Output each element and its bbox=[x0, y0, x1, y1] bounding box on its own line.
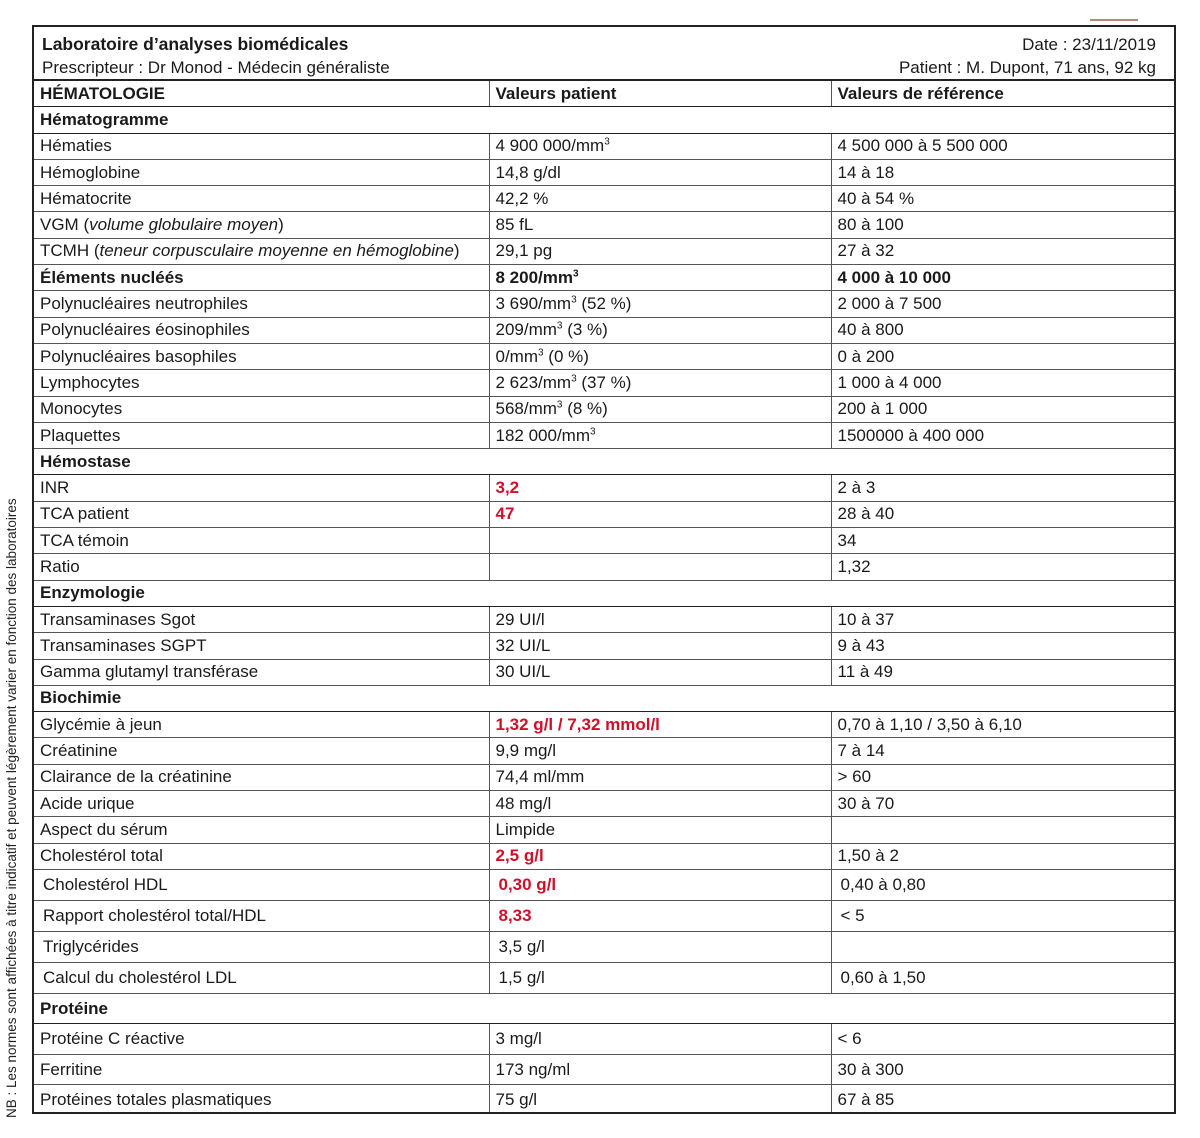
row-value: 74,4 ml/mm bbox=[489, 764, 831, 790]
row-value: 14,8 g/dl bbox=[489, 159, 831, 185]
table-row bbox=[34, 554, 1174, 580]
row-value: 1,5 g/l bbox=[489, 962, 831, 993]
row-value bbox=[489, 554, 831, 580]
results-table bbox=[34, 81, 1174, 1114]
table-row bbox=[34, 212, 1174, 238]
section-title: Hématogramme bbox=[34, 107, 1174, 133]
row-value: 3,5 g/l bbox=[489, 931, 831, 962]
row-reference: 9 à 43 bbox=[831, 633, 1174, 659]
row-reference: 40 à 800 bbox=[831, 317, 1174, 343]
row-reference: 10 à 37 bbox=[831, 606, 1174, 632]
row-reference: 0,60 à 1,50 bbox=[831, 962, 1174, 993]
row-reference: 0 à 200 bbox=[831, 343, 1174, 369]
row-reference: 67 à 85 bbox=[837, 1090, 895, 1110]
row-reference: 30 à 300 bbox=[831, 1054, 1174, 1085]
row-reference bbox=[831, 817, 1174, 843]
section-title: Hémostase bbox=[34, 449, 1174, 475]
lab-report bbox=[32, 25, 1176, 1114]
patient-info: Patient : M. Dupont, 71 ans, 92 kg bbox=[898, 58, 1156, 77]
row-name: Lymphocytes bbox=[34, 370, 489, 396]
table-row bbox=[34, 1085, 1174, 1114]
row-name: Protéines totales plasmatiques bbox=[34, 1085, 489, 1114]
row-value-alert: 8,33 bbox=[489, 900, 831, 931]
row-reference: > 60 bbox=[831, 764, 1174, 790]
row-reference: 4 500 000 à 5 500 000 bbox=[831, 133, 1174, 159]
table-row bbox=[34, 1054, 1174, 1085]
section-title: Biochimie bbox=[34, 685, 1174, 711]
row-name: Plaquettes bbox=[34, 422, 489, 448]
row-name: Hématies bbox=[34, 133, 489, 159]
table-row bbox=[34, 343, 1174, 369]
row-reference: < 5 bbox=[831, 900, 1174, 931]
row-reference: 80 à 100 bbox=[831, 212, 1174, 238]
section-reference: 4 000 à 10 000 bbox=[831, 265, 1174, 291]
row-name: TCA témoin bbox=[34, 528, 489, 554]
row-name: Gamma glutamyl transférase bbox=[34, 659, 489, 685]
row-reference: 1,50 à 2 bbox=[831, 843, 1174, 869]
column-header-reference: Valeurs de référence bbox=[831, 81, 1174, 107]
row-value: 173 ng/ml bbox=[489, 1054, 831, 1085]
section-biochimie bbox=[34, 685, 1174, 711]
row-value: 3 $690/mm^3$ (52 %) bbox=[489, 291, 831, 317]
row-value: $568/mm^3$ (8 %) bbox=[489, 396, 831, 422]
row-name: TCA patient bbox=[34, 501, 489, 527]
row-value: 48 mg/l bbox=[489, 791, 831, 817]
row-name: Polynucléaires éosinophiles bbox=[34, 317, 489, 343]
row-name: TCMH (teneur corpusculaire moyenne en hémoglobine) bbox=[34, 238, 489, 264]
section-title: Enzymologie bbox=[34, 580, 1174, 606]
prescriber: Prescripteur : Dr Monod - Médecin généraliste bbox=[42, 58, 390, 77]
table-row bbox=[34, 1024, 1174, 1055]
column-header-patient: Valeurs patient bbox=[489, 81, 831, 107]
row-value: Limpide bbox=[489, 817, 831, 843]
row-reference: 27 à 32 bbox=[831, 238, 1174, 264]
row-name: Acide urique bbox=[34, 791, 489, 817]
row-name: Clairance de la créatinine bbox=[34, 764, 489, 790]
row-name: Triglycérides bbox=[34, 931, 489, 962]
row-value: 75 g/l bbox=[489, 1085, 831, 1114]
lab-name: Laboratoire d’analyses biomédicales bbox=[42, 34, 349, 54]
section-title: Protéine bbox=[34, 993, 1174, 1024]
row-name: Transaminases Sgot bbox=[34, 606, 489, 632]
side-note: NB : Les normes sont affichées à titre indicatif et peuvent légèrement varier en fonction des laboratoires bbox=[4, 498, 19, 1118]
table-row bbox=[34, 962, 1174, 993]
table-row bbox=[34, 659, 1174, 685]
row-name: Ferritine bbox=[34, 1054, 489, 1085]
row-value-alert: 3,2 bbox=[489, 475, 831, 501]
decorative-line bbox=[1090, 19, 1138, 21]
table-row bbox=[34, 133, 1174, 159]
row-reference: 11 à 49 bbox=[831, 659, 1174, 685]
row-reference bbox=[831, 931, 1174, 962]
table-row bbox=[34, 764, 1174, 790]
row-reference: 2 000 à 7 500 bbox=[831, 291, 1174, 317]
row-name: Polynucléaires basophiles bbox=[34, 343, 489, 369]
section-title: Éléments nucléés bbox=[34, 265, 489, 291]
row-name: Hémoglobine bbox=[34, 159, 489, 185]
row-name: Glycémie à jeun bbox=[34, 712, 489, 738]
row-reference: 40 à 54 % bbox=[831, 186, 1174, 212]
row-reference: 7 à 14 bbox=[831, 738, 1174, 764]
row-reference: 1 000 à 4 000 bbox=[831, 370, 1174, 396]
row-value-alert: 47 bbox=[489, 501, 831, 527]
row-name: Ratio bbox=[34, 554, 489, 580]
table-row bbox=[34, 869, 1174, 900]
row-name: Protéine C réactive bbox=[34, 1024, 489, 1055]
row-value: 32 UI/L bbox=[489, 633, 831, 659]
row-reference: 14 à 18 bbox=[831, 159, 1174, 185]
row-value: 30 UI/L bbox=[489, 659, 831, 685]
table-row bbox=[34, 501, 1174, 527]
table-row bbox=[34, 475, 1174, 501]
row-value: 85 fL bbox=[489, 212, 831, 238]
row-reference: 0,70 à 1,10 / 3,50 à 6,10 bbox=[831, 712, 1174, 738]
row-reference: 34 bbox=[831, 528, 1174, 554]
row-name: Cholestérol HDL bbox=[34, 869, 489, 900]
table-row bbox=[34, 931, 1174, 962]
row-reference: 0,40 à 0,80 bbox=[831, 869, 1174, 900]
row-reference: 200 à 1 000 bbox=[831, 396, 1174, 422]
row-value: 182 $000/mm^3$ bbox=[489, 422, 831, 448]
row-value: 29 UI/l bbox=[489, 606, 831, 632]
table-row bbox=[34, 817, 1174, 843]
table-row bbox=[34, 528, 1174, 554]
column-headers bbox=[34, 81, 1174, 107]
row-value: 4 900 $000/mm^3$ bbox=[489, 133, 831, 159]
row-reference: 30 à 70 bbox=[831, 791, 1174, 817]
row-reference: < 6 bbox=[831, 1024, 1174, 1055]
table-row bbox=[34, 633, 1174, 659]
row-name: Cholestérol total bbox=[34, 843, 489, 869]
row-name: Polynucléaires neutrophiles bbox=[34, 291, 489, 317]
table-row bbox=[34, 396, 1174, 422]
row-value: 2 $623/mm^3$ (37 %) bbox=[489, 370, 831, 396]
row-reference: 1500000 à 400 000 bbox=[831, 422, 1174, 448]
report-header bbox=[34, 27, 1174, 81]
table-row bbox=[34, 291, 1174, 317]
row-name: INR bbox=[34, 475, 489, 501]
table-row bbox=[34, 317, 1174, 343]
row-value-alert: 0,30 g/l bbox=[489, 869, 831, 900]
row-name: Rapport cholestérol total/HDL bbox=[34, 900, 489, 931]
row-reference: 2 à 3 bbox=[831, 475, 1174, 501]
row-reference: 1,32 bbox=[831, 554, 1174, 580]
report-date: Date : 23/11/2019 bbox=[1022, 35, 1156, 54]
column-header-name: HÉMATOLOGIE bbox=[34, 81, 489, 107]
section-enzymologie bbox=[34, 580, 1174, 606]
table-row bbox=[34, 900, 1174, 931]
table-row bbox=[34, 422, 1174, 448]
row-name: Calcul du cholestérol LDL bbox=[34, 962, 489, 993]
table-row bbox=[34, 370, 1174, 396]
row-value: 9,9 mg/l bbox=[489, 738, 831, 764]
row-name: VGM (volume globulaire moyen) bbox=[34, 212, 489, 238]
table-row bbox=[34, 186, 1174, 212]
row-value: 29,1 pg bbox=[489, 238, 831, 264]
row-value: 3 mg/l bbox=[489, 1024, 831, 1055]
table-row bbox=[34, 738, 1174, 764]
row-name: Hématocrite bbox=[34, 186, 489, 212]
row-value: $209/mm^3$ (3 %) bbox=[489, 317, 831, 343]
row-reference: 28 à 40 bbox=[831, 501, 1174, 527]
section-elements-nucleés bbox=[34, 265, 1174, 291]
row-value-alert: 1,32 g/l / 7,32 mmol/l bbox=[489, 712, 831, 738]
table-row bbox=[34, 712, 1174, 738]
section-hematogramme bbox=[34, 107, 1174, 133]
section-value: 8 $200/mm^3$ bbox=[489, 265, 831, 291]
section-proteine bbox=[34, 993, 1174, 1024]
section-hemostase bbox=[34, 449, 1174, 475]
table-row bbox=[34, 238, 1174, 264]
row-value: $0/mm^3$ (0 %) bbox=[489, 343, 831, 369]
row-name: Transaminases SGPT bbox=[34, 633, 489, 659]
row-value: 42,2 % bbox=[489, 186, 831, 212]
row-value bbox=[489, 528, 831, 554]
row-name: Monocytes bbox=[34, 396, 489, 422]
row-name: Aspect du sérum bbox=[34, 817, 489, 843]
table-row bbox=[34, 843, 1174, 869]
table-row bbox=[34, 159, 1174, 185]
row-value-alert: 2,5 g/l bbox=[489, 843, 831, 869]
row-name: Créatinine bbox=[34, 738, 489, 764]
table-row bbox=[34, 606, 1174, 632]
table-row bbox=[34, 791, 1174, 817]
